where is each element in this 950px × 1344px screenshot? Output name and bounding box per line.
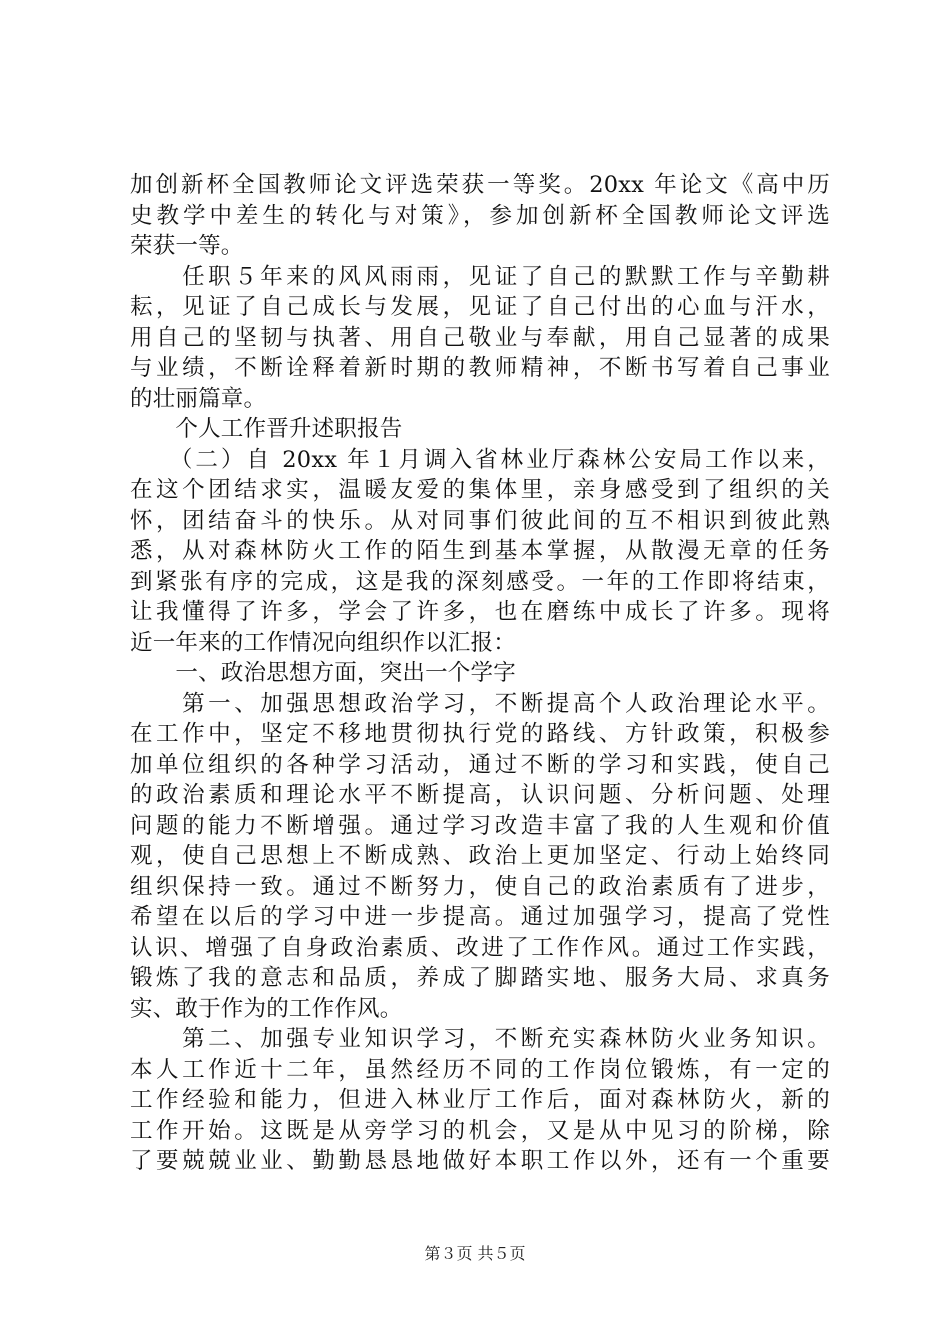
text-line: 认识、增强了自身政治素质、改进了工作作风。通过工作实践， [130,934,830,961]
text-line: 希望在以后的学习中进一步提高。通过加强学习，提高了党性 [130,904,830,930]
document-body [130,170,830,1177]
text-line: 第一、加强思想政治学习，不断提高个人政治理论水平。 [130,690,830,717]
text-line: 怀，团结奋斗的快乐。从对同事们彼此间的互不相识到彼此熟 [130,507,830,534]
text-line: 耘，见证了自己成长与发展，见证了自己付出的心血与汗水， [130,294,830,320]
text-line: 一、政治思想方面，突出一个学字 [130,660,516,686]
text-line: （二）自 20xx 年１月调入省林业厅森林公安局工作以来， [130,446,830,473]
text-line: 悉，从对森林防火工作的陌生到基本掌握，从散漫无章的任务 [130,538,830,564]
text-line: 的政治素质和理论水平不断提高，认识问题、分析问题、处理 [130,782,830,808]
text-line: 组织保持一致。通过不断努力，使自己的政治素质有了进步， [130,873,830,900]
text-line: 近一年来的工作情况向组织作以汇报： [130,629,516,656]
text-line: 了要兢兢业业、勤勤恳恳地做好本职工作以外，还有一个重要 [130,1148,830,1174]
text-line: 任职５年来的风风雨雨，见证了自己的默默工作与辛勤耕 [130,263,830,290]
text-line: 个人工作晋升述职报告 [130,416,403,442]
text-line: 史教学中差生的转化与对策》，参加创新杯全国教师论文评选 [130,202,830,229]
text-line: 观，使自己思想上不断成熟、政治上更加坚定、行动上始终同 [130,843,830,869]
text-line: 在工作中，坚定不移地贯彻执行党的路线、方针政策，积极参 [130,721,830,747]
text-line: 工作经验和能力，但进入林业厅工作后，面对森林防火，新的 [130,1087,830,1113]
text-line: 问题的能力不断增强。通过学习改造丰富了我的人生观和价值 [130,812,830,839]
text-line: 用自己的坚韧与执著、用自己敬业与奉献，用自己显著的成果 [130,324,830,351]
text-line: 第二、加强专业知识学习，不断充实森林防火业务知识。 [130,1026,830,1052]
text-line: 实、敢于作为的工作作风。 [130,995,403,1022]
text-line: 到紧张有序的完成，这是我的深刻感受。一年的工作即将结束， [130,568,830,595]
text-line: 锻炼了我的意志和品质，养成了脚踏实地、服务大局、求真务 [130,965,830,991]
page-footer: 第３页 共５页 [424,1244,526,1263]
text-line: 的壮丽篇章。 [130,385,267,412]
text-line: 加创新杯全国教师论文评选荣获一等奖。20xx 年论文《高中历 [130,172,830,198]
text-line: 与业绩，不断诠释着新时期的教师精神，不断书写着自己事业 [130,355,830,381]
text-line: 让我懂得了许多，学会了许多，也在磨练中成长了许多。现将 [130,599,830,625]
text-line: 本人工作近十二年，虽然经历不同的工作岗位锻炼，有一定的 [130,1056,830,1083]
text-line: 在这个团结求实，温暖友爱的集体里，亲身感受到了组织的关 [130,477,830,503]
text-line: 加单位组织的各种学习活动，通过不断的学习和实践，使自己 [130,751,830,778]
text-line: 荣获一等。 [130,233,244,259]
text-line: 工作开始。这既是从旁学习的机会，又是从中见习的阶梯，除 [130,1117,830,1144]
